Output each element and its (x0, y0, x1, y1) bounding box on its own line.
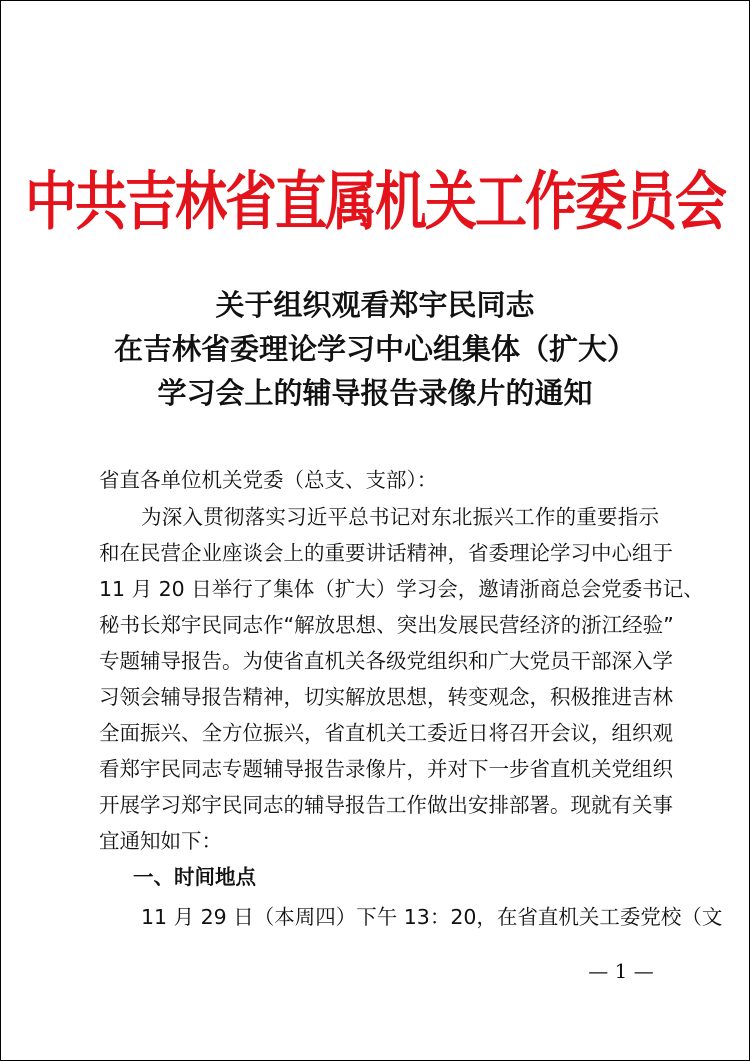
section-heading-time-place: 一、时间地点 (133, 865, 256, 889)
document-title (1, 283, 749, 415)
paragraph-line: 习领会辅导报告精神，切实解放思想，转变观念，积极推进吉林 (99, 685, 673, 709)
paragraph-line: 为深入贯彻落实习近平总书记对东北振兴工作的重要指示 (141, 505, 659, 529)
title-line-3: 学习会上的辅导报告录像片的通知 (157, 376, 593, 410)
title-line-2: 在吉林省委理论学习中心组集体（扩大） (113, 332, 636, 366)
paragraph-line: 看郑宇民同志专题辅导报告录像片，并对下一步省直机关党组织 (99, 757, 673, 781)
title-line-1: 关于组织观看郑宇民同志 (215, 288, 535, 322)
paragraph-line: 和在民营企业座谈会上的重要讲话精神，省委理论学习中心组于 (99, 541, 673, 565)
paragraph-line: 全面振兴、全方位振兴，省直机关工委近日将召开会议，组织观 (99, 721, 673, 745)
salutation: 省直各单位机关党委（总支、支部）： (99, 468, 438, 492)
paragraph-line: 开展学习郑宇民同志的辅导报告工作做出安排部署。现就有关事 (99, 793, 673, 817)
paragraph-line: 专题辅导报告。为使省直机关各级党组织和广大党员干部深入学 (99, 649, 673, 673)
page-number: — 1 — (588, 959, 654, 983)
organization-header: 中共吉林省直属机关工作委员会 (24, 165, 725, 240)
paragraph-line: 秘书长郑宇民同志作“解放思想、突出发展民营经济的浙江经验” (99, 613, 674, 637)
paragraph-line: 11 月 20 日举行了集体（扩大）学习会，邀请浙商总会党委书记、 (99, 577, 704, 601)
section-text-time-place: 11 月 29 日（本周四）下午 13：20，在省直机关工委党校（文 (141, 905, 723, 929)
paragraph-line: 宜通知如下： (99, 829, 222, 853)
